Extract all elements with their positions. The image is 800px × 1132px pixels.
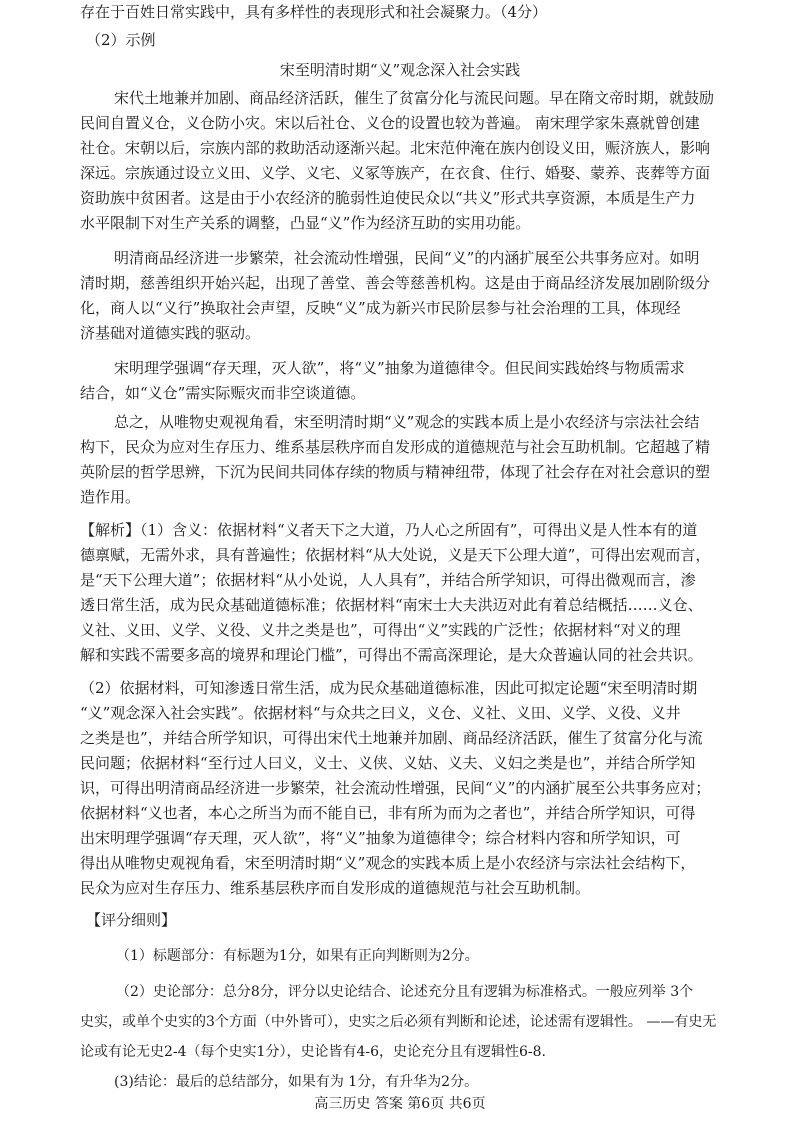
text-line: 存在于百姓日常实践中，具有多样性的表现形式和社会凝聚力。（4分）	[80, 3, 548, 21]
text-line: 结合，如“义仓”需实际赈灾而非空谈道德。	[80, 384, 366, 402]
text-line: 得出从唯物史观视角看，宋至明清时期“义”观念的实践本质上是小农经济与宗法社会结构下，	[80, 854, 696, 872]
text-line: 社仓。宋朝以后，宗族内部的救助活动逐渐兴起。北宋范仲淹在族内创设义田，赈济族人，影响	[80, 139, 711, 157]
text-line: 解和实践不需要多高的境界和理论门槛”，可得出不需高深理论，是大众普遍认同的社会共识。	[80, 646, 703, 664]
text-line: （2）依据材料，可知渗透日常生活，成为民众基础道德标准，因此可拟定论题“宋至明清时期	[80, 679, 698, 697]
text-line: 宋代土地兼并加剧、商品经济活跃，催生了贫富分化与流民问题。早在隋文帝时期，就鼓励	[114, 89, 715, 107]
text-line: 透日常生活，成为民众基础道德标准；依据材料“南宋士大夫洪迈对此有着总结概括……义仓、	[80, 596, 703, 614]
text-line: 深远。宗族通过设立义田、义学、义宅、义冢等族产，在衣食、住行、婚娶、蒙养、丧葬等方面	[80, 164, 711, 182]
scoring-line: （1）标题部分：有标题为1分，如果有正向判断则为2分。	[116, 948, 479, 964]
text-line: 明清商品经济进一步繁荣，社会流动性增强，民间“义”的内涵扩展至公共事务应对。如明	[114, 249, 700, 267]
scoring-heading: 【评分细则】	[86, 911, 177, 929]
scoring-line: （2）史论部分：总分8分，评分以史论结合、论述充分且有逻辑为标准格式。一般应列举 3个	[116, 984, 694, 1000]
text-line: 民间自置义仓，义仓防小灾。宋以后社仓、义仓的设置也较为普遍。 南宋理学家朱熹就曾创建	[80, 114, 700, 132]
text-line: 出宋明理学强调“存天理，灭人欲”，将“义”抽象为道德律令；综合材料内容和所学知识，可	[80, 829, 681, 847]
text-line: 构下，民众为应对生存压力、维系基层秩序而自发形成的道德规范与社会互助机制。它超越了精	[80, 438, 711, 456]
essay-title: 宋至明清时期“义”观念深入社会实践	[279, 61, 521, 79]
text-line: 宋明理学强调“存天理，灭人欲”，将“义”抽象为道德律令。但民间实践始终与物质需求	[114, 359, 685, 377]
text-line: 水平限制下对生产关系的调整，凸显“义”作为经济互助的实用功能。	[80, 214, 531, 232]
text-line: 民问题；依据材料“至行过人曰义，义士、义侠、义姑、义夫、义妇之类是也”，并结合所学知	[80, 754, 696, 772]
text-line: 民众为应对生存压力、维系基层秩序而自发形成的道德规范与社会互助机制。	[80, 879, 591, 897]
text-line: 清时期，慈善组织开始兴起，出现了善堂、善会等慈善机构。这是由于商品经济发展加剧阶级分	[80, 274, 711, 292]
text-line: 造作用。	[80, 488, 141, 506]
text-line: 义社、义田、义学、义役、义井之类是也”，可得出“义”实践的广泛性；依据材料“对义的理	[80, 621, 681, 639]
analysis-line: 【解析】（1）含义：依据材料“义者天下之大道，乃人心之所固有”，可得出义是人性本有的道	[80, 521, 698, 539]
text-line: 是“天下公理大道”；依据材料“从小处说，人人具有”，并结合所学知识，可得出微观而言，渗	[80, 571, 696, 589]
text-line: “义”观念深入社会实践”。依据材料“与众共之曰义，义仓、义社、义田、义学、义役、义井	[80, 704, 681, 722]
text-line: 之类是也”，并结合所学知识，可得出宋代土地兼并加剧、商品经济活跃，催生了贫富分化与流	[80, 729, 703, 747]
scoring-line: 史实，或单个史实的3个方面（中外皆可），史实之后必须有判断和论述，论述需有逻辑性。 ——有史无	[80, 1014, 717, 1030]
text-line: 总之，从唯物史观视角看，宋至明清时期“义”观念的实践本质上是小农经济与宗法社会结	[114, 413, 700, 431]
text-line: 依据材料“义也者，本心之所当为而不能自已，非有所为而为之者也”，并结合所学知识，可得	[80, 804, 696, 822]
text-line: 德禀赋，无需外求，具有普遍性；依据材料“从大处说，义是天下公理大道”，可得出宏观而言，	[80, 546, 711, 564]
example-heading: （2）示例	[86, 31, 156, 49]
text-line: 化，商人以“义行”换取社会声望，反映“义”成为新兴市民阶层参与社会治理的工具，体现经	[80, 299, 681, 317]
text-line: 资助族中贫困者。这是由于小农经济的脆弱性迫使民众以“共义”形式共享资源，本质是生产力	[80, 189, 696, 207]
scoring-line: 论或有论无史2-4（每个史实1分），史论皆有4-6，史论充分且有逻辑性6-8.	[80, 1044, 546, 1060]
scoring-line: (3)结论：最后的总结部分，如果有为 1分，有升华为2分。	[114, 1074, 479, 1090]
text-line: 英阶层的哲学思辨，下沉为民间共同体存续的物质与精神纽带，体现了社会存在对社会意识的塑	[80, 463, 711, 481]
page-footer: 高三历史 答案 第6页 共6页	[314, 1096, 486, 1112]
text-line: 济基础对道德实践的驱动。	[80, 324, 261, 342]
text-line: 识，可得出明清商品经济进一步繁荣，社会流动性增强，民间“义”的内涵扩展至公共事务应对；	[80, 779, 711, 797]
